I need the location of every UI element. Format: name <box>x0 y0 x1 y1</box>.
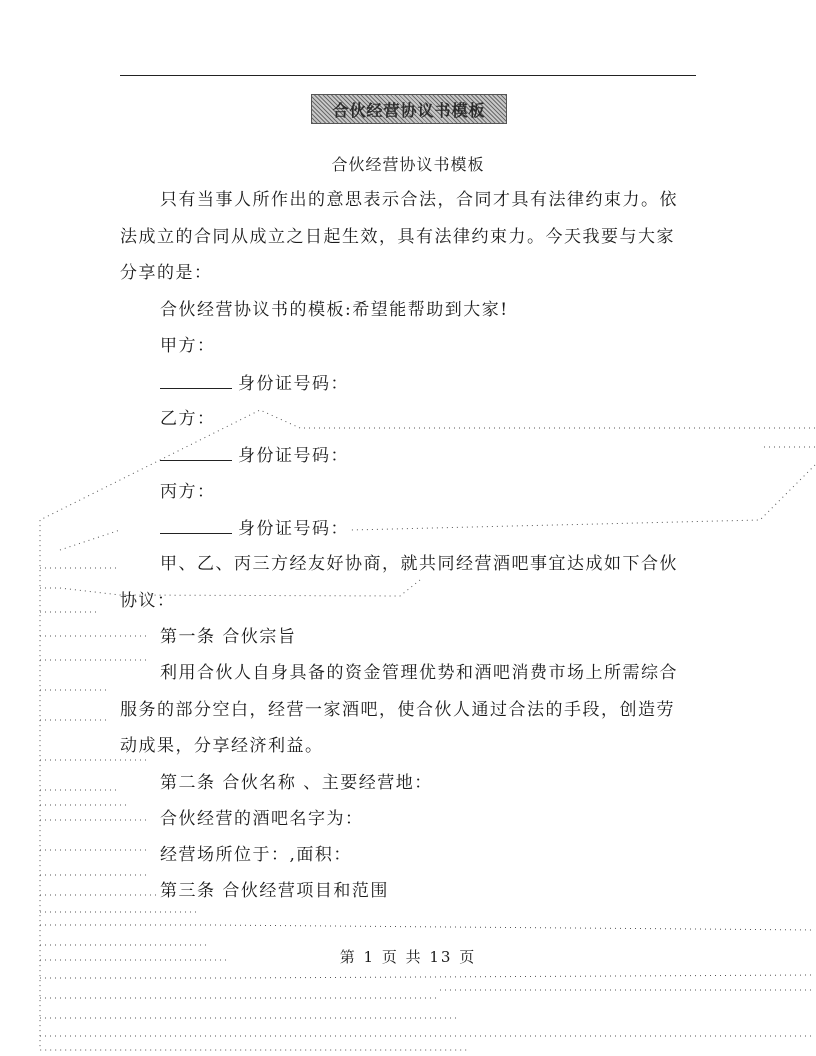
article-3-heading: 第三条 合伙经营项目和范围 <box>160 881 389 901</box>
paragraph-line: 甲、乙、丙三方经友好协商，就共同经营酒吧事宜达成如下合伙 <box>160 554 678 574</box>
party-c-label: 丙方： <box>160 482 216 502</box>
page-number-footer: 第 1 页 共 13 页 <box>339 948 477 966</box>
paragraph-line: 协议： <box>120 591 176 611</box>
id-number-label: 身份证号码： <box>238 374 349 394</box>
article-2-heading: 第二条 合伙名称 、主要经营地： <box>160 773 433 793</box>
party-b-label: 乙方： <box>160 409 216 429</box>
fill-in-blank <box>160 372 232 389</box>
article-1-heading: 第一条 合伙宗旨 <box>160 627 297 647</box>
paragraph-line: 法成立的合同从成立之日起生效，具有法律约束力。今天我要与大家 <box>120 227 675 247</box>
party-a-id-line <box>160 372 349 395</box>
fill-in-blank <box>160 444 232 461</box>
paragraph-line: 只有当事人所作出的意思表示合法，合同才具有法律约束力。依 <box>160 190 678 210</box>
header-rule <box>120 75 696 76</box>
paragraph-line: 分享的是： <box>120 263 213 283</box>
paragraph-line: 合伙经营的酒吧名字为： <box>160 809 364 829</box>
paragraph-line: 合伙经营协议书的模板:希望能帮助到大家! <box>160 300 509 320</box>
paragraph-line: 经营场所位于：,面积： <box>160 845 352 865</box>
id-number-label: 身份证号码： <box>238 446 349 466</box>
id-number-label: 身份证号码： <box>238 519 349 539</box>
paragraph-line: 利用合伙人自身具备的资金管理优势和酒吧消费市场上所需综合 <box>160 663 678 683</box>
paragraph-line: 服务的部分空白，经营一家酒吧，使合伙人通过合法的手段，创造劳 <box>120 700 675 720</box>
party-c-id-line <box>160 517 349 540</box>
party-a-label: 甲方： <box>160 336 216 356</box>
fill-in-blank <box>160 517 232 534</box>
party-b-id-line <box>160 444 349 467</box>
document-title: 合伙经营协议书模板 <box>331 155 485 174</box>
paragraph-line: 动成果，分享经济利益。 <box>120 736 324 756</box>
title-banner: 合伙经营协议书模板 <box>311 94 507 124</box>
